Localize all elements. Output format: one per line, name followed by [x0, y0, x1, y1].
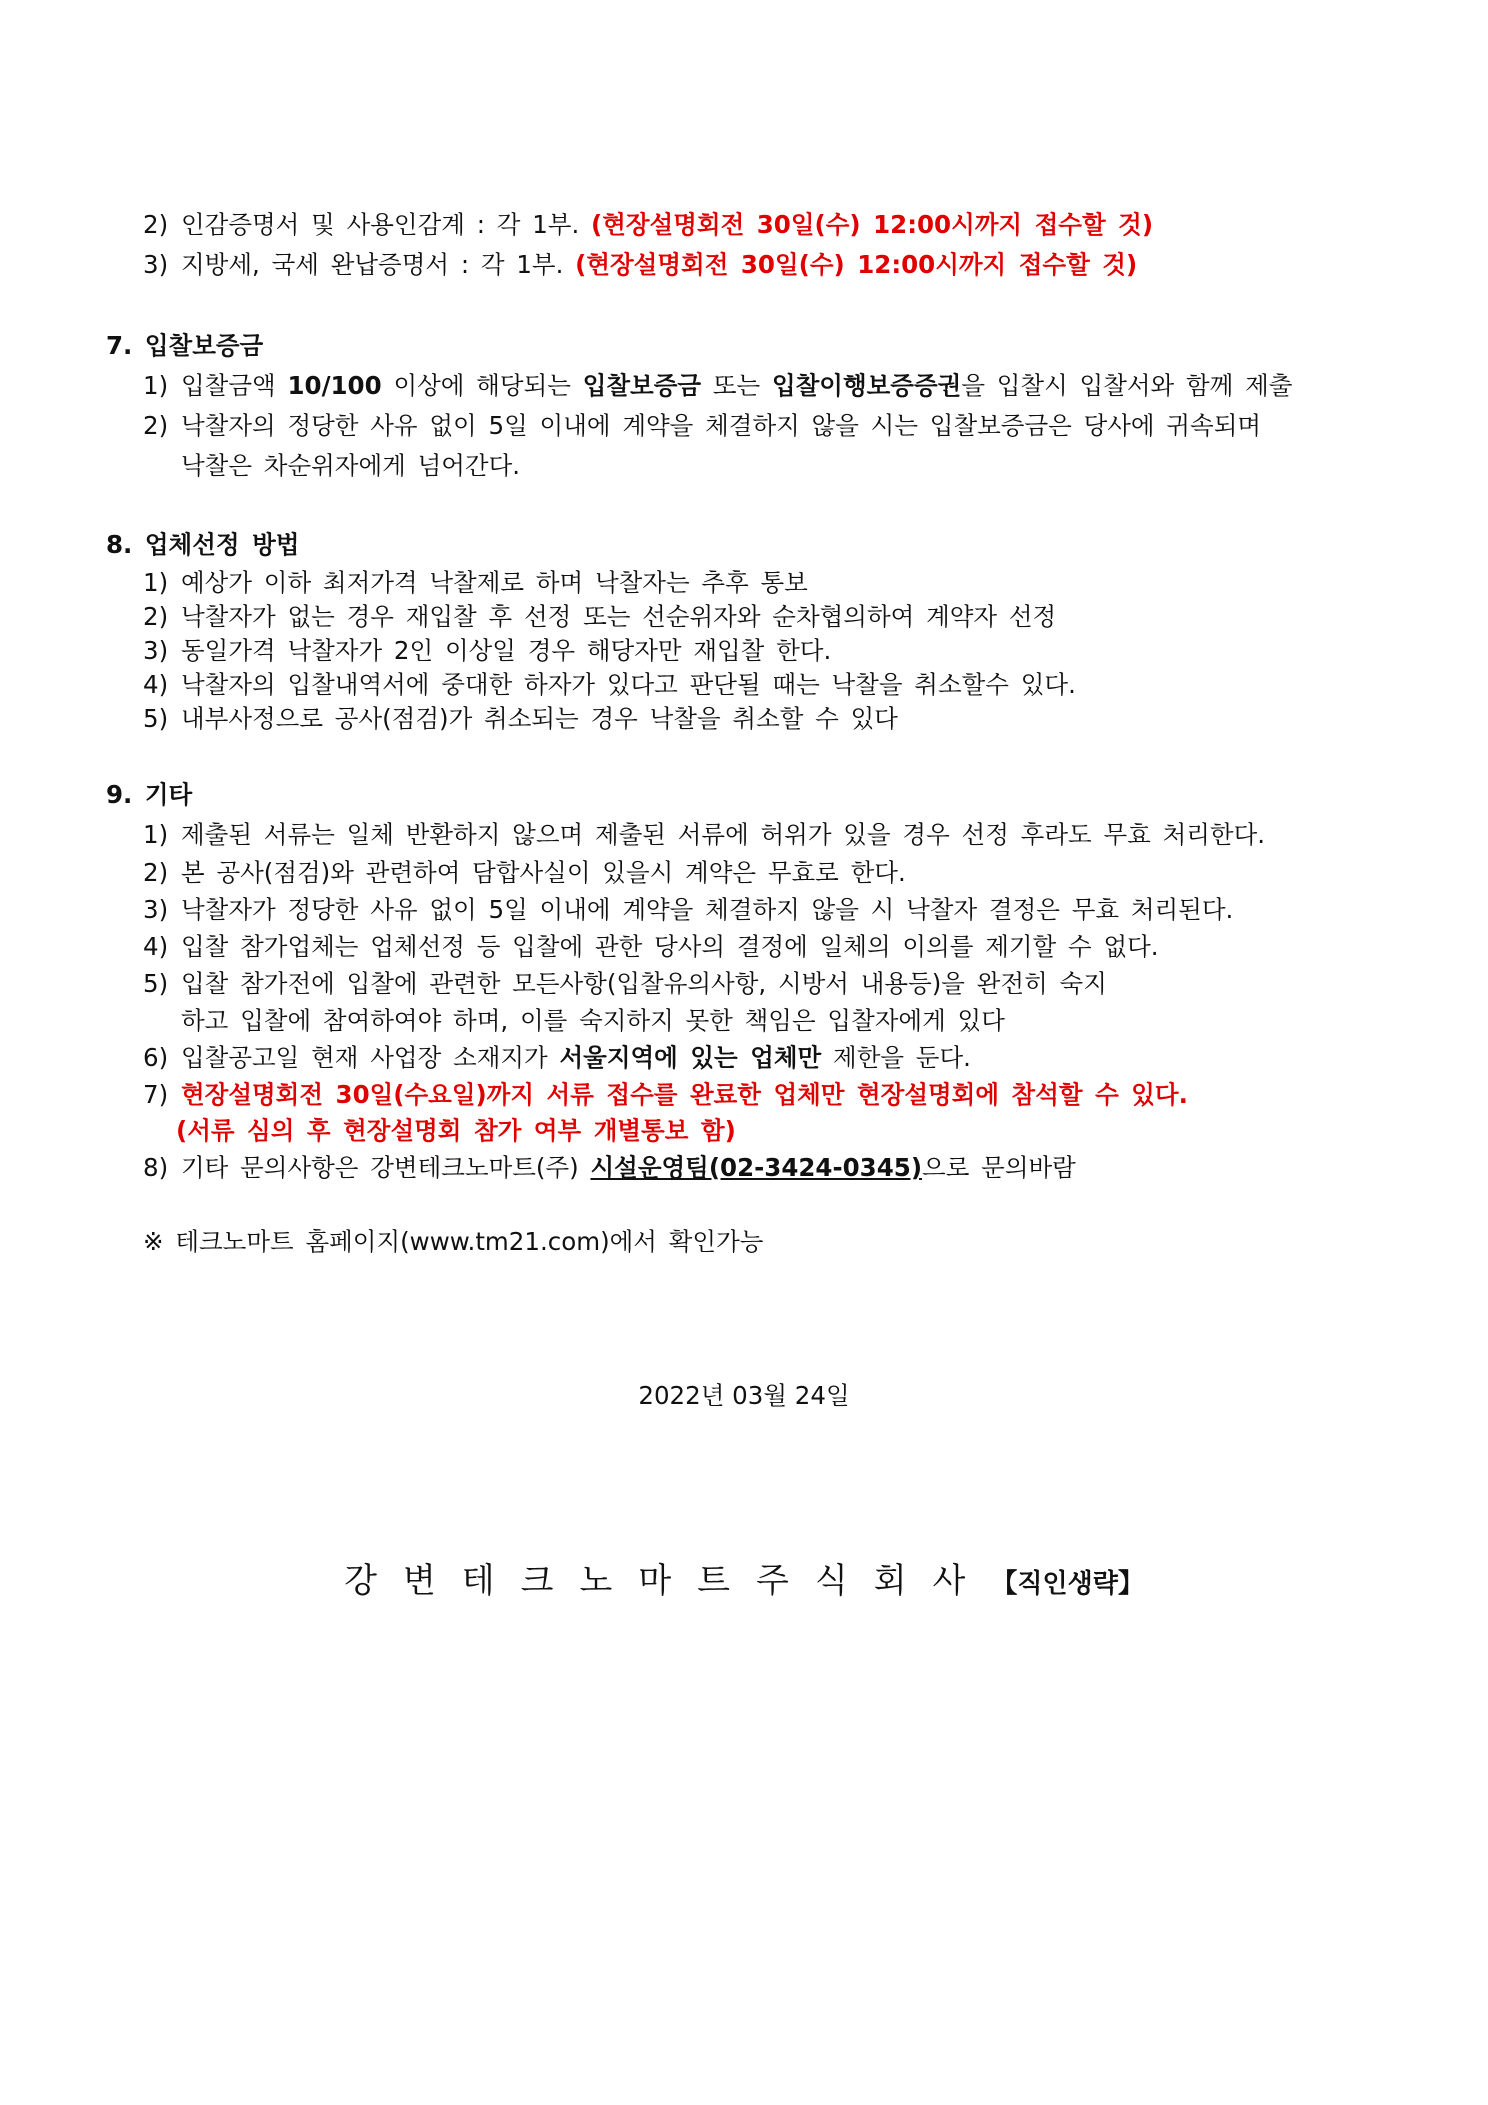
item-number: 1): [143, 568, 169, 597]
bold-text: 입찰이행보증증권: [771, 371, 962, 400]
item-text: 을 입찰시 입찰서와 함께 제출: [961, 371, 1293, 400]
item-number: 2): [143, 411, 169, 440]
deadline-note: (현장설명회전 30일(수) 12:00시까지 접수할 것): [575, 250, 1138, 279]
section-9-item: [143, 893, 1233, 927]
seal-omitted-tag: 【직인생략】: [991, 1569, 1144, 1599]
section-9-item: [143, 818, 1265, 852]
section-9-item-7: [143, 1078, 1188, 1112]
item-text: 내부사정으로 공사(점검)가 취소되는 경우 낙찰을 취소할 수 있다: [181, 704, 898, 733]
bold-text: 10/100: [287, 371, 382, 400]
item-number: 1): [143, 820, 169, 849]
item-number: 8): [143, 1153, 169, 1182]
item-number: 4): [143, 670, 169, 699]
item-text: 낙찰자의 입찰내역서에 중대한 하자가 있다고 판단될 때는 낙찰을 취소할수 있다.: [181, 670, 1076, 699]
section-7-item-2: [143, 409, 1261, 443]
item-number: 2): [143, 858, 169, 887]
item-number: 3): [143, 636, 169, 665]
item-text: 본 공사(점검)와 관련하여 담합사실이 있을시 계약은 무효로 한다.: [181, 858, 906, 887]
item-text: 낙찰자가 정당한 사유 없이 5일 이내에 계약을 체결하지 않을 시 낙찰자 결정은 무효 처리된다.: [181, 895, 1234, 924]
section-8-item: [143, 566, 808, 600]
section-9-item-5: [143, 967, 1107, 1001]
section-9-item-7-cont: (서류 심의 후 현장설명회 참가 여부 개별통보 함): [176, 1116, 736, 1145]
section-9-item-8: [143, 1151, 1076, 1185]
doc-item-3: [143, 248, 1137, 282]
section-7-title: 7. 입찰보증금: [106, 331, 264, 360]
item-number: 4): [143, 932, 169, 961]
section-9-title: 9. 기타: [106, 780, 193, 809]
document-date: 2022년 03월 24일: [638, 1381, 850, 1410]
company-signature: [0, 1559, 1488, 1606]
item-number: 1): [143, 371, 169, 400]
item-number: 2): [143, 210, 169, 239]
item-text: 예상가 이하 최저가격 낙찰제로 하며 낙찰자는 추후 통보: [181, 568, 808, 597]
doc-item-2: [143, 208, 1153, 242]
item-number: 7): [143, 1080, 169, 1109]
item-number: 2): [143, 602, 169, 631]
item-text: 입찰공고일 현재 사업장 소재지가: [181, 1043, 560, 1072]
deadline-note: (현장설명회전 30일(수) 12:00시까지 접수할 것): [591, 210, 1154, 239]
item-text: 이상에 해당되는: [381, 371, 583, 400]
section-9-item: [143, 930, 1159, 964]
item-text: 제출된 서류는 일체 반환하지 않으며 제출된 서류에 허위가 있을 경우 선정 후라도 무효 처리한다.: [181, 820, 1266, 849]
item-text: 낙찰자가 없는 경우 재입찰 후 선정 또는 선순위자와 순차협의하여 계약자 선정: [181, 602, 1057, 631]
item-text: 입찰 참가업체는 업체선정 등 입찰에 관한 당사의 결정에 일체의 이의를 제기할 수 없다.: [181, 932, 1159, 961]
bold-text: 입찰보증금: [582, 371, 702, 400]
item-text: 기타 문의사항은 강변테크노마트(주): [181, 1153, 591, 1182]
item-text: 입찰금액: [181, 371, 288, 400]
section-8-item: [143, 702, 898, 736]
section-8-title: 8. 업체선정 방법: [106, 530, 300, 559]
item-text: 또는: [701, 371, 772, 400]
item-text: 으로 문의바람: [922, 1153, 1076, 1182]
contact-info: 시설운영팀(02-3424-0345): [590, 1153, 923, 1182]
item-text: 동일가격 낙찰자가 2인 이상일 경우 해당자만 재입찰 한다.: [181, 636, 832, 665]
item-number: 6): [143, 1043, 169, 1072]
notice-text: 현장설명회전 30일(수요일)까지 서류 접수를 완료한 업체만 현장설명회에 참석할 수 있다.: [181, 1080, 1188, 1109]
section-8-item: [143, 634, 831, 668]
section-8-item: [143, 600, 1056, 634]
item-text: 입찰 참가전에 입찰에 관련한 모든사항(입찰유의사항, 시방서 내용등)을 완전히 숙지: [181, 969, 1107, 998]
item-number: 5): [143, 969, 169, 998]
section-9-item: [143, 856, 906, 890]
section-7-item-1: [143, 369, 1292, 403]
section-7-item-2-cont: 낙찰은 차순위자에게 넘어간다.: [181, 451, 521, 480]
bold-text: 서울지역에 있는 업체만: [559, 1043, 822, 1072]
item-text: 제한을 둔다.: [821, 1043, 971, 1072]
section-9-item-5-cont: 하고 입찰에 참여하여야 하며, 이를 숙지하지 못한 책임은 입찰자에게 있다: [181, 1006, 1005, 1035]
section-8-item: [143, 668, 1076, 702]
item-number: 3): [143, 250, 169, 279]
homepage-note: ※ 테크노마트 홈페이지(www.tm21.com)에서 확인가능: [143, 1227, 764, 1256]
item-text: 낙찰자의 정당한 사유 없이 5일 이내에 계약을 체결하지 않을 시는 입찰보증금은 당사에 귀속되며: [181, 411, 1262, 440]
item-text: 지방세, 국세 완납증명서 : 각 1부.: [181, 250, 576, 279]
item-text: 인감증명서 및 사용인감계 : 각 1부.: [181, 210, 592, 239]
item-number: 5): [143, 704, 169, 733]
company-name: 강변테크노마트주식회사: [344, 1561, 992, 1601]
item-number: 3): [143, 895, 169, 924]
section-9-item-6: [143, 1041, 971, 1075]
